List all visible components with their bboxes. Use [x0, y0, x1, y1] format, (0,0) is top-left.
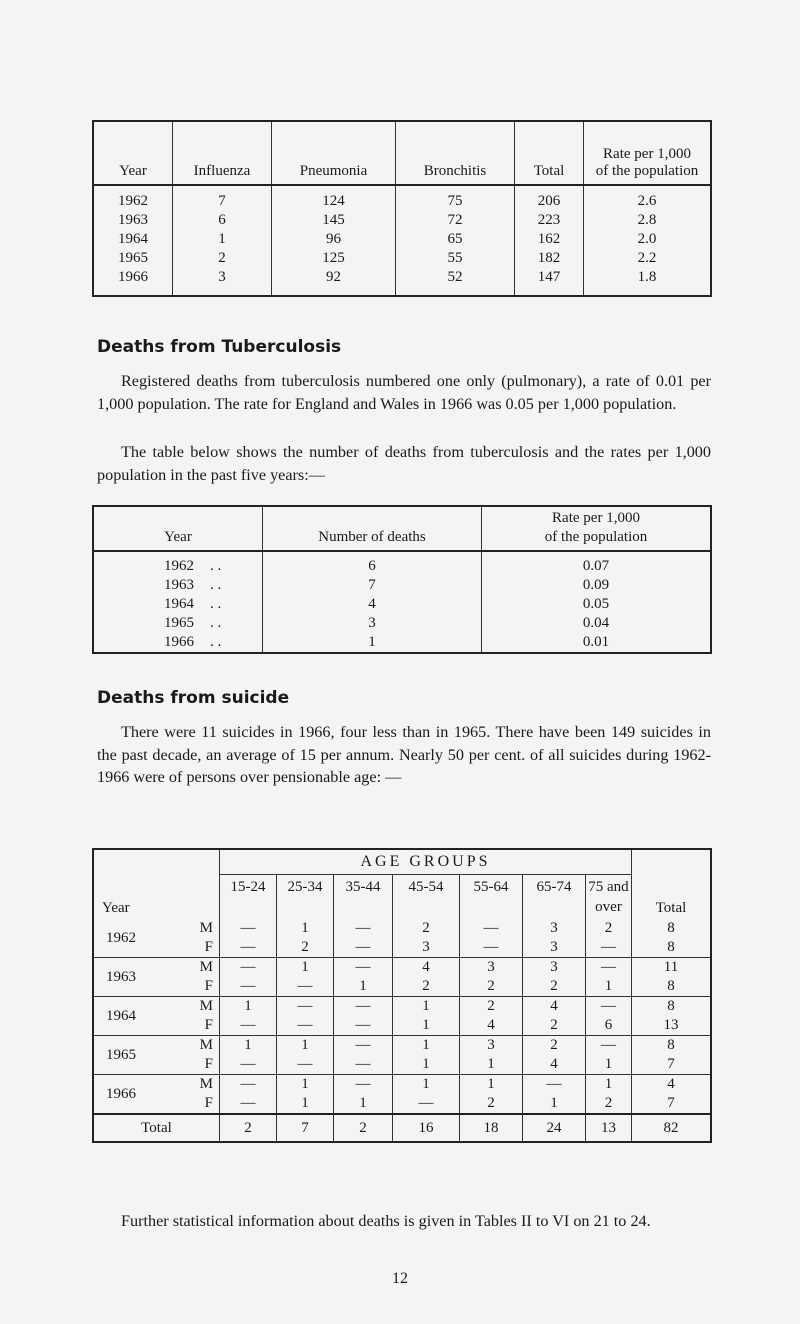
table-cell: 2 — [459, 976, 522, 997]
table-row — [93, 919, 711, 937]
year-cell: 1965 — [93, 1036, 183, 1075]
table-cell: — — [585, 937, 631, 958]
footer-note: Further statistical information about deaths is given in Tables II to VI on 21 to 24. — [121, 1212, 651, 1230]
table-cell — [93, 551, 263, 576]
col-rate-line2: of the population — [595, 163, 699, 179]
age-45-54: 45-54 — [392, 875, 459, 920]
age-55-64: 55-64 — [459, 875, 522, 920]
table-row — [93, 1093, 711, 1114]
table-cell: 2 — [459, 997, 522, 1016]
table-row — [93, 614, 711, 633]
table-cell: 75 — [396, 185, 515, 211]
table-cell: 6 — [585, 1015, 631, 1036]
table-cell: 1 — [173, 230, 272, 249]
year-cell: 1966 — [93, 1075, 183, 1115]
table-cell: 6 — [263, 551, 482, 576]
table-cell: — — [219, 919, 276, 937]
table-cell: 1 — [219, 1036, 276, 1055]
table-cell: 0.04 — [482, 614, 712, 633]
tb-col-rate — [482, 506, 712, 551]
year-cell: 1964 — [93, 997, 183, 1036]
table-cell: 1 — [276, 1093, 333, 1114]
table-row — [93, 230, 711, 249]
table-cell: 13 — [585, 1114, 631, 1142]
table-cell: 145 — [272, 211, 396, 230]
table-row — [93, 937, 711, 958]
table-cell: 3 — [522, 937, 585, 958]
tb-paragraph-2: The table below shows the number of deaths from tuberculosis and the rates per 1,000 population in the past five years:— — [97, 443, 711, 484]
table-cell: 1964 — [118, 231, 148, 247]
table-row — [93, 633, 711, 653]
table-cell: 4 — [263, 595, 482, 614]
table-cell: 11 — [632, 958, 712, 977]
table-cell: 1963 — [118, 212, 148, 228]
table-cell: 7 — [173, 185, 272, 211]
sex-cell: M — [183, 1036, 220, 1055]
table-cell: 1 — [522, 1093, 585, 1114]
table-cell: 72 — [396, 211, 515, 230]
table-cell: 82 — [632, 1114, 712, 1142]
table-cell: 2 — [219, 1114, 276, 1142]
tb-col-year: Year — [93, 506, 263, 551]
year-value: 1964 — [164, 596, 194, 612]
age-35-44: 35-44 — [333, 875, 392, 920]
table-cell: 18 — [459, 1114, 522, 1142]
table-cell: 65 — [396, 230, 515, 249]
sex-cell: F — [204, 1017, 213, 1033]
sex-cell: F — [204, 1056, 213, 1072]
sex-cell: F — [204, 1095, 213, 1111]
table-cell: 2 — [333, 1114, 392, 1142]
table-cell: 162 — [515, 230, 584, 249]
table-cell: 8 — [632, 1036, 712, 1055]
table-cell: 2 — [522, 1015, 585, 1036]
table-cell: 3 — [522, 958, 585, 977]
table-row — [93, 976, 711, 997]
col-year: Year — [93, 121, 173, 185]
table-cell: — — [333, 1036, 392, 1055]
table-cell: 3 — [173, 268, 272, 296]
table-cell: — — [276, 997, 333, 1016]
table-cell: 0.07 — [482, 551, 712, 576]
table-cell: 7 — [632, 1093, 712, 1114]
age-groups-header: AGE GROUPS — [219, 849, 631, 875]
suicide-age-groups-table — [92, 848, 712, 1143]
table-cell: — — [333, 919, 392, 937]
table-cell: 2 — [392, 919, 459, 937]
age-75-line1: 75 and — [588, 879, 629, 895]
table-cell — [93, 614, 263, 633]
table-row — [93, 595, 711, 614]
table-cell: 6 — [173, 211, 272, 230]
dot-leader: . . — [210, 577, 222, 593]
table-cell: 2 — [459, 1093, 522, 1114]
page-number: 12 — [392, 1270, 408, 1287]
sex-cell: F — [204, 939, 213, 955]
table-cell: 206 — [515, 185, 584, 211]
table-cell: 7 — [632, 1054, 712, 1075]
table-cell: 1 — [585, 976, 631, 997]
table-cell: 16 — [392, 1114, 459, 1142]
table-cell: — — [459, 919, 522, 937]
col-rate-line1: Rate per 1,000 — [603, 146, 691, 162]
dot-leader: . . — [210, 615, 222, 631]
table-cell: — — [392, 1093, 459, 1114]
year-value: 1963 — [164, 577, 194, 593]
table-cell: 2 — [522, 1036, 585, 1055]
col-rate — [584, 121, 712, 185]
table-cell: — — [333, 997, 392, 1016]
table-cell: 1 — [333, 1093, 392, 1114]
sex-cell: M — [199, 920, 213, 936]
table-row — [93, 1054, 711, 1075]
table-cell: 125 — [272, 249, 396, 268]
table-cell: 2 — [522, 976, 585, 997]
table-row — [93, 211, 711, 230]
totals-row — [93, 1114, 711, 1142]
tb-col-rate-line2: of the population — [544, 529, 648, 545]
table-cell: 223 — [515, 211, 584, 230]
table-row — [93, 185, 711, 211]
dot-leader: . . — [210, 634, 222, 650]
table-cell: 2.0 — [584, 230, 712, 249]
dot-leader: . . — [210, 558, 222, 574]
table-row — [93, 268, 711, 296]
table-cell: 1 — [276, 958, 333, 977]
table-cell: 1 — [276, 919, 333, 937]
table-cell: — — [522, 1075, 585, 1094]
suicide-col-year: Year — [102, 900, 130, 916]
table-cell: 3 — [459, 958, 522, 977]
table-cell: 1966 — [118, 269, 148, 285]
age-65-74: 65-74 — [522, 875, 585, 920]
table-cell: 1965 — [118, 250, 148, 266]
year-cell: 1962 — [106, 930, 136, 946]
table-row — [93, 576, 711, 595]
col-bronchitis: Bronchitis — [396, 121, 515, 185]
table-cell: 92 — [272, 268, 396, 296]
total-label: Total — [93, 1114, 219, 1142]
table-cell: 2 — [392, 976, 459, 997]
table-cell: 2.2 — [584, 249, 712, 268]
table-cell: 7 — [263, 576, 482, 595]
year-cell: 1963 — [93, 958, 183, 997]
table-cell: 4 — [632, 1075, 712, 1094]
table-cell: 1 — [276, 1036, 333, 1055]
table-cell: 1 — [392, 1036, 459, 1055]
table-cell: 1 — [392, 1015, 459, 1036]
table-cell: 96 — [272, 230, 396, 249]
table-cell: 2 — [276, 937, 333, 958]
table-cell: 8 — [632, 919, 712, 937]
table-cell: — — [219, 1093, 276, 1114]
table-cell: 1962 — [118, 193, 148, 209]
tb-heading: Deaths from Tuberculosis — [97, 337, 342, 357]
table-cell: — — [219, 1054, 276, 1075]
respiratory-deaths-table — [92, 120, 712, 297]
table-cell: — — [219, 958, 276, 977]
table-cell: 1 — [276, 1075, 333, 1094]
col-pneumonia: Pneumonia — [272, 121, 396, 185]
table-cell — [93, 595, 263, 614]
table-cell: 4 — [522, 997, 585, 1016]
suicide-heading: Deaths from suicide — [97, 688, 290, 708]
table-cell: — — [585, 1036, 631, 1055]
table-cell: 4 — [459, 1015, 522, 1036]
age-15-24: 15-24 — [219, 875, 276, 920]
tb-col-deaths: Number of deaths — [263, 506, 482, 551]
table-cell: — — [585, 958, 631, 977]
table-cell — [93, 633, 263, 653]
table-cell: 8 — [632, 937, 712, 958]
table-row — [93, 997, 711, 1016]
table-row — [93, 1015, 711, 1036]
table-row — [93, 958, 711, 977]
table-cell: 182 — [515, 249, 584, 268]
table-cell: 24 — [522, 1114, 585, 1142]
col-total: Total — [515, 121, 584, 185]
table-cell: 1 — [459, 1075, 522, 1094]
tuberculosis-table — [92, 505, 712, 654]
table-cell: 13 — [632, 1015, 712, 1036]
table-cell: 0.09 — [482, 576, 712, 595]
table-cell: 1 — [392, 1075, 459, 1094]
table-cell: 1.8 — [584, 268, 712, 296]
table-cell: 2.8 — [584, 211, 712, 230]
table-cell: 0.01 — [482, 633, 712, 653]
table-cell: 1 — [459, 1054, 522, 1075]
tb-col-rate-line1: Rate per 1,000 — [552, 510, 640, 526]
year-value: 1962 — [164, 558, 194, 574]
sex-cell: M — [183, 1075, 220, 1094]
suicide-col-total: Total — [632, 849, 712, 919]
table-cell: — — [333, 937, 392, 958]
table-cell: — — [585, 997, 631, 1016]
table-row — [93, 249, 711, 268]
table-cell: 1 — [585, 1075, 631, 1094]
table-cell: 2.6 — [584, 185, 712, 211]
table-cell: 3 — [459, 1036, 522, 1055]
table-row — [93, 551, 711, 576]
table-cell: 147 — [515, 268, 584, 296]
table-cell: 8 — [632, 997, 712, 1016]
table-cell: — — [333, 1054, 392, 1075]
table-cell: 1 — [263, 633, 482, 653]
table-cell: — — [219, 937, 276, 958]
table-row — [93, 1075, 711, 1094]
table-cell: 3 — [392, 937, 459, 958]
col-influenza: Influenza — [173, 121, 272, 185]
table-cell: 2 — [585, 1093, 631, 1114]
table-cell: 3 — [263, 614, 482, 633]
table-cell: — — [333, 958, 392, 977]
suicide-paragraph: There were 11 suicides in 1966, four less than in 1965. There have been 149 suicides in the past decade, an average of 15 per annum. Nearly 50 per cent. of all suicides during 1962-1966 were of persons over pensionable age: — — [97, 723, 711, 786]
table-cell: 8 — [632, 976, 712, 997]
table-cell: 4 — [522, 1054, 585, 1075]
table-cell — [93, 576, 263, 595]
sex-cell: M — [183, 997, 220, 1016]
table-cell: — — [276, 1015, 333, 1036]
table-cell: 1 — [333, 976, 392, 997]
table-cell: — — [333, 1015, 392, 1036]
table-cell: — — [219, 1015, 276, 1036]
table-cell: 52 — [396, 268, 515, 296]
table-cell: 124 — [272, 185, 396, 211]
table-cell: 7 — [276, 1114, 333, 1142]
age-75-line2: over — [595, 899, 622, 915]
table-cell: 55 — [396, 249, 515, 268]
table-cell: — — [276, 976, 333, 997]
table-cell: 1 — [392, 997, 459, 1016]
table-row — [93, 1036, 711, 1055]
age-75-over — [585, 875, 631, 920]
table-cell: 1 — [392, 1054, 459, 1075]
table-cell: 4 — [392, 958, 459, 977]
table-cell: — — [459, 937, 522, 958]
dot-leader: . . — [210, 596, 222, 612]
table-cell: 1 — [585, 1054, 631, 1075]
table-cell: 3 — [522, 919, 585, 937]
year-value: 1966 — [164, 634, 194, 650]
sex-cell: M — [183, 958, 220, 977]
table-cell: — — [333, 1075, 392, 1094]
table-cell: 0.05 — [482, 595, 712, 614]
sex-cell: F — [204, 978, 213, 994]
table-cell: 2 — [173, 249, 272, 268]
age-25-34: 25-34 — [276, 875, 333, 920]
table-cell: — — [219, 976, 276, 997]
table-cell: — — [276, 1054, 333, 1075]
table-cell: — — [219, 1075, 276, 1094]
year-value: 1965 — [164, 615, 194, 631]
table-cell: 1 — [219, 997, 276, 1016]
table-cell: 2 — [585, 919, 631, 937]
tb-paragraph-1: Registered deaths from tuberculosis numbered one only (pulmonary), a rate of 0.01 per 1,000 population. The rate for England and Wales in 1966 was 0.05 per 1,000 population. — [97, 372, 711, 413]
